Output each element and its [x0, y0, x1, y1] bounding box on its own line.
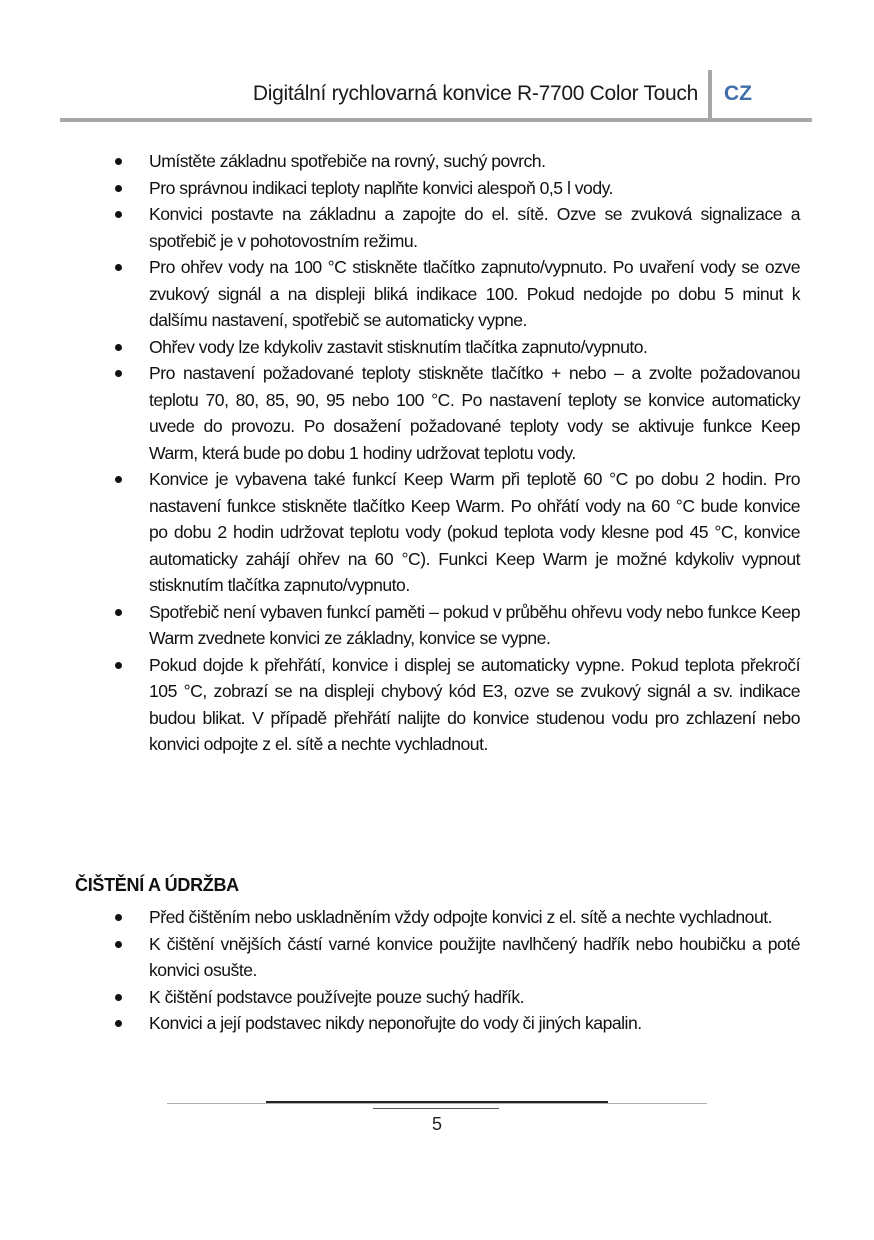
list-item [75, 175, 800, 202]
bullet-icon [115, 609, 122, 616]
bullet-icon [115, 264, 122, 271]
list-item [75, 466, 800, 599]
footer-rule-short [373, 1108, 499, 1109]
bullet-icon [115, 185, 122, 192]
footer-rule [167, 1103, 707, 1104]
bullet-icon [115, 344, 122, 351]
header-rule [60, 118, 812, 122]
list-item [75, 254, 800, 334]
header-divider [708, 70, 712, 122]
instructions-section [75, 148, 800, 758]
bullet-icon [115, 158, 122, 165]
footer-rule-dark [266, 1101, 608, 1103]
list-item [75, 148, 800, 175]
list-item-text: Pokud dojde k přehřátí, konvice i displej se automaticky vypne. Pokud teplota překročí 105 °C, zobrazí se na displeji chybový kód E3, ozve se zvukový signál a sv. indikace budou blikat. V případě přehřátí nalijte do konvice studenou vodu pro zchlazení nebo konvici odpojte z el. sítě a nechte vychladnout. [149, 654, 800, 754]
list-item [75, 904, 800, 931]
list-item [75, 334, 800, 361]
list-item-text: Umístěte základnu spotřebiče na rovný, suchý povrch. [149, 151, 546, 171]
bullet-icon [115, 662, 122, 669]
bullet-icon [115, 211, 122, 218]
list-item-text: K čištění vnějších částí varné konvice použijte navlhčený hadřík nebo houbičku a poté konvici osušte. [149, 933, 800, 980]
list-item-text: K čištění podstavce používejte pouze suchý hadřík. [149, 986, 525, 1007]
list-item [75, 360, 800, 466]
bullet-icon [115, 941, 122, 948]
bullet-icon [115, 370, 122, 377]
language-code: CZ [724, 82, 752, 105]
page-header [60, 70, 812, 122]
list-item [75, 1010, 800, 1037]
list-item-text: Pro nastavení požadované teploty stiskněte tlačítko + nebo – a zvolte požadovanou teplotu 70, 80, 85, 90, 95 nebo 100 °C. Po nastavení teploty se konvice automaticky uvede do provozu. Po dosažení požadované teploty vody se aktivuje funkce Keep Warm, která bude po dobu 1 hodiny udržovat teplotu vody. [149, 363, 800, 463]
bullet-icon [115, 1020, 122, 1027]
list-item [75, 931, 800, 984]
cleaning-list [75, 904, 800, 1037]
bullet-icon [115, 994, 122, 1001]
instructions-list [75, 148, 800, 758]
section-heading-cleaning: ČIŠTĚNÍ A ÚDRŽBA [75, 875, 239, 895]
list-item-text: Před čištěním nebo uskladněním vždy odpojte konvici z el. sítě a nechte vychladnout. [149, 907, 773, 927]
list-item-text: Pro ohřev vody na 100 °C stiskněte tlačítko zapnuto/vypnuto. Po uvaření vody se ozve zvukový signál a na displeji bliká indikace 100. Pokud nedojde po dobu 5 minut k dalšímu nastavení, spotřebič se automaticky vypne. [149, 257, 800, 330]
list-item-text: Konvice je vybavena také funkcí Keep Warm při teplotě 60 °C po dobu 2 hodin. Pro nastavení funkce stiskněte tlačítko Keep Warm. Po ohřátí vody na 60 °C bude konvice po dobu 2 hodin udržovat teplotu vody (pokud teplota vody klesne pod 45 °C, konvice automaticky zahájí ohřev na 60 °C). Funkci Keep Warm je možné kdykoliv vypnout stisknutím tlačítka zapnuto/vypnuto. [149, 469, 800, 595]
list-item-text: Pro správnou indikaci teploty naplňte konvici alespoň 0,5 l vody. [149, 177, 613, 198]
list-item-text: Ohřev vody lze kdykoliv zastavit stisknutím tlačítka zapnuto/vypnuto. [149, 336, 648, 357]
list-item-text: Konvici postavte na základnu a zapojte do el. sítě. Ozve se zvuková signalizace a spotřebič je v pohotovostním režimu. [149, 204, 800, 251]
list-item-text: Spotřebič není vybaven funkcí paměti – pokud v průběhu ohřevu vody nebo funkce Keep Warm zvednete konvici ze základny, konvice se vypne. [149, 601, 800, 648]
cleaning-section [75, 904, 800, 1037]
header-title: Digitální rychlovarná konvice R-7700 Color Touch [252, 82, 698, 105]
list-item [75, 652, 800, 758]
list-item [75, 201, 800, 254]
page-number: 5 [431, 1114, 442, 1134]
list-item [75, 599, 800, 652]
list-item-text: Konvici a její podstavec nikdy neponořujte do vody či jiných kapalin. [149, 1013, 642, 1033]
bullet-icon [115, 914, 122, 921]
list-item [75, 984, 800, 1011]
bullet-icon [115, 476, 122, 483]
